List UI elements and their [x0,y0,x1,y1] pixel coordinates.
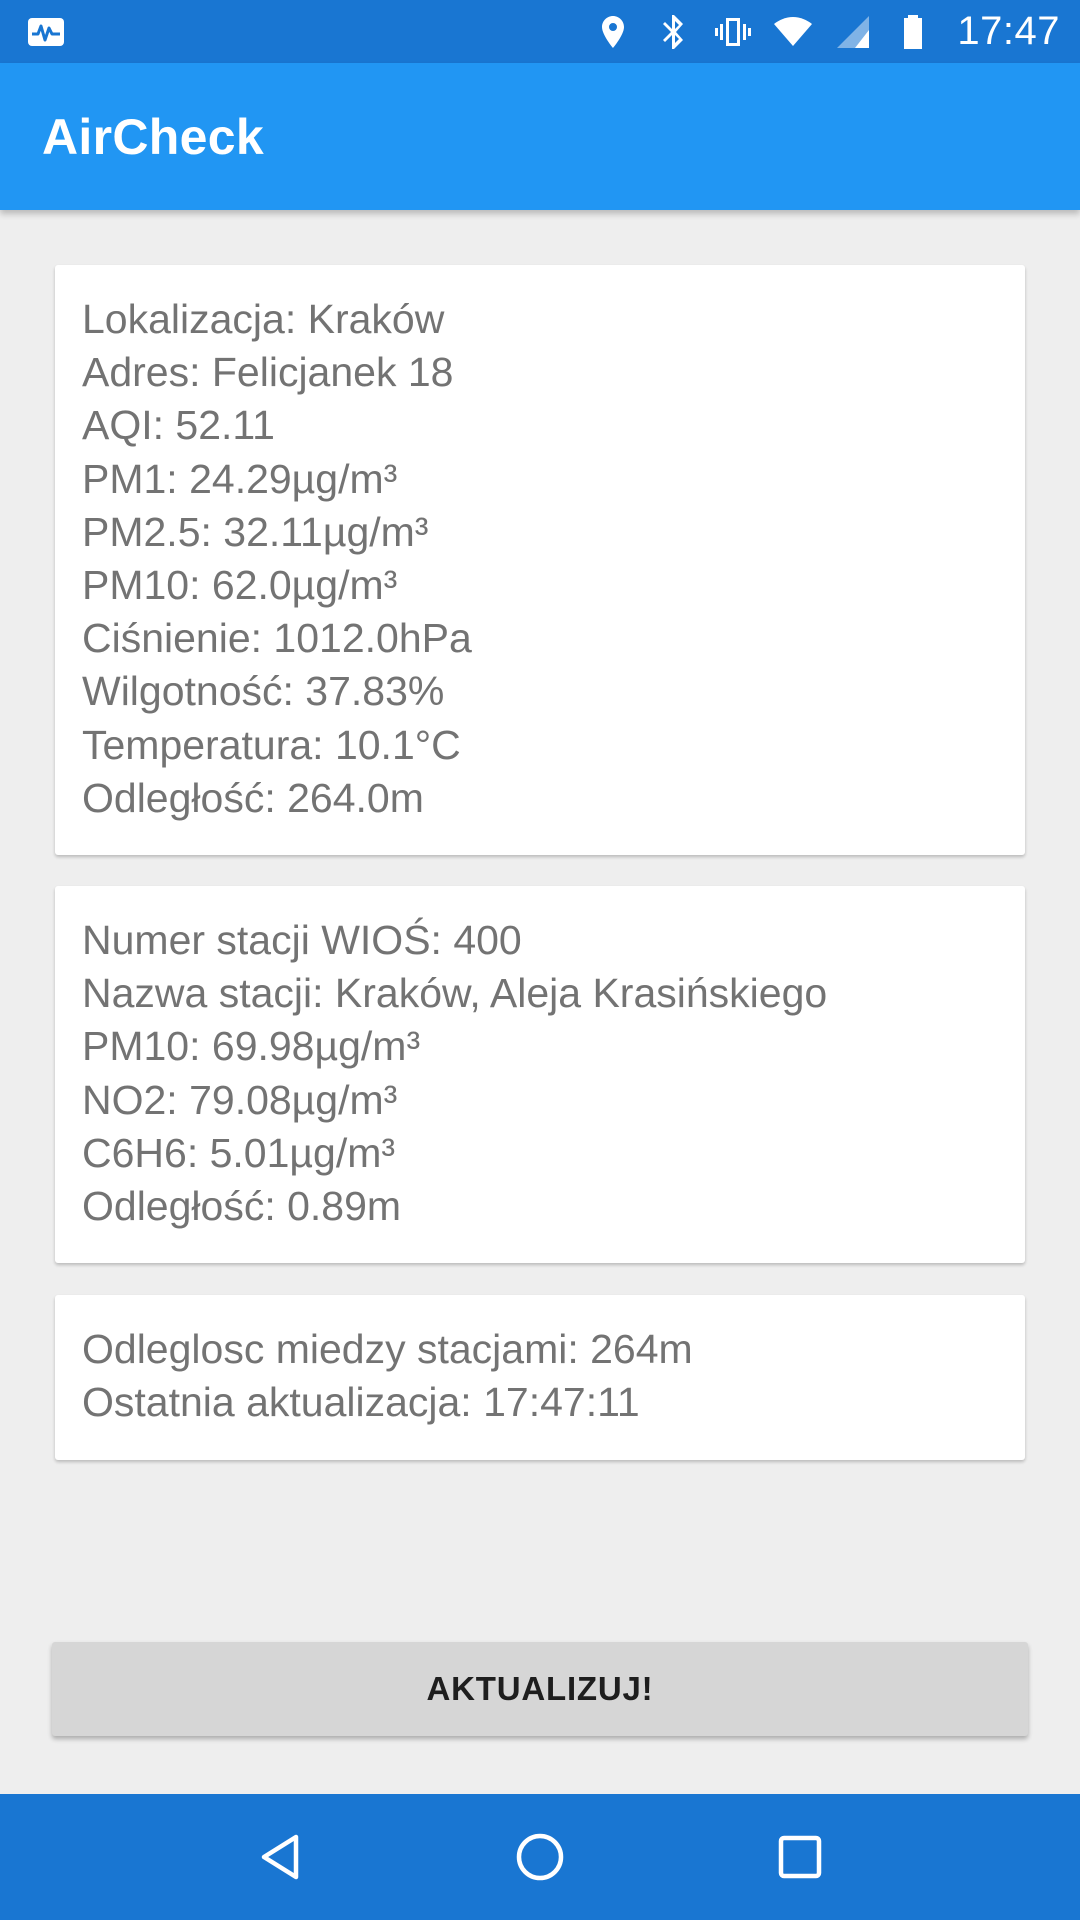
station-pm10-line: PM10: 69.98µg/m³ [82,1023,421,1070]
pressure-line: Ciśnienie: 1012.0hPa [82,615,472,662]
temperature-line: Temperatura: 10.1°C [82,721,461,768]
location-pin-icon [593,12,633,52]
last-update-line: Ostatnia aktualizacja: 17:47:11 [82,1379,640,1426]
navigation-bar [0,1794,1080,1920]
app-title: AirCheck [42,108,264,165]
status-bar [0,0,1080,63]
station-distance-line: Odległość: 0.89m [82,1183,402,1230]
distance-line: Odległość: 264.0m [82,774,424,821]
app-bar [0,63,1080,210]
back-triangle-icon [252,1829,308,1885]
station-number-line: Numer stacji WIOŚ: 400 [82,917,522,963]
recents-square-icon [772,1829,828,1885]
wifi-icon [773,12,813,52]
sensor-card [55,265,1025,855]
station-no2-line: NO2: 79.08µg/m³ [82,1076,398,1123]
wios-station-card [55,886,1025,1263]
home-circle-icon [512,1829,568,1885]
status-time: 17:47 [957,9,1060,53]
back-button[interactable] [230,1807,330,1907]
station-c6h6-line: C6H6: 5.01µg/m³ [82,1129,396,1176]
humidity-line: Wilgotność: 37.83% [82,668,445,715]
status-right [593,9,1060,54]
bluetooth-icon [653,12,693,52]
station-name-line: Nazwa stacji: Kraków, Aleja Krasińskiego [82,970,828,1017]
battery-icon [893,12,933,52]
pm25-line: PM2.5: 32.11µg/m³ [82,508,429,555]
address-line: Adres: Felicjanek 18 [82,349,454,396]
status-left [26,12,66,52]
cell-signal-icon [833,12,873,52]
home-button[interactable] [490,1807,590,1907]
pm10-line: PM10: 62.0µg/m³ [82,562,398,609]
pm1-line: PM1: 24.29µg/m³ [82,455,398,502]
stations-distance-line: Odleglosc miedzy stacjami: 264m [82,1326,693,1372]
aqi-line: AQI: 52.11 [82,402,275,449]
update-button[interactable]: AKTUALIZUJ! [52,1642,1028,1736]
activity-monitor-icon [26,12,66,52]
summary-card [55,1295,1025,1460]
recents-button[interactable] [750,1807,850,1907]
location-line: Lokalizacja: Kraków [82,296,445,342]
vibrate-icon [713,12,753,52]
